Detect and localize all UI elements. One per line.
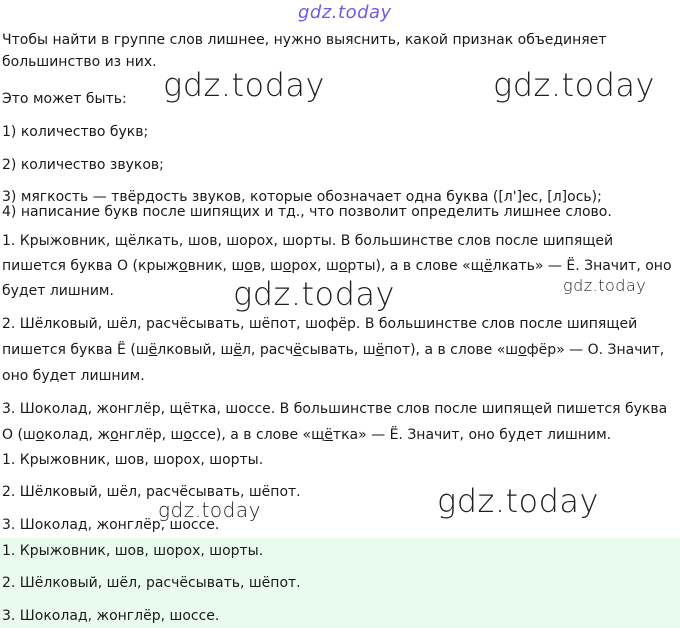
underlined-vowel: о bbox=[282, 258, 292, 274]
text: л, расч bbox=[241, 342, 294, 358]
underlined-vowel: о bbox=[179, 258, 188, 274]
underlined-vowel: ё bbox=[293, 342, 302, 358]
watermark-top: gdz.today bbox=[298, 2, 392, 23]
text: рох, ш bbox=[291, 258, 339, 274]
underlined-vowel: о bbox=[518, 342, 527, 358]
clipped-line-text: 4) написание букв после шипящих и тд., что позволит определить лишнее слово. bbox=[2, 204, 612, 220]
answer-line-2: 2. Шёлковый, шёл, расчёсывать, шёпот. bbox=[2, 575, 301, 591]
answer-line-3: 3. Шоколад, жонглёр, шоссе. bbox=[2, 608, 220, 624]
text: О (ш bbox=[2, 427, 36, 443]
underlined-vowel: ё bbox=[375, 342, 385, 358]
underlined-vowel: о bbox=[338, 258, 348, 274]
text: пишется буква О (крыж bbox=[2, 258, 179, 274]
text: сывать, ш bbox=[301, 342, 376, 358]
result-line-2: 2. Шёлковый, шёл, расчёсывать, шёпот. bbox=[2, 484, 301, 500]
underlined-vowel: ё bbox=[483, 258, 493, 274]
watermark: gdz.today bbox=[233, 275, 395, 313]
result-line-1: 1. Крыжовник, шов, шорох, шорты. bbox=[2, 452, 264, 468]
underlined-vowel: ё bbox=[233, 342, 242, 358]
underlined-vowel: о bbox=[244, 258, 253, 274]
intro-item-1: 1) количество букв; bbox=[2, 124, 149, 140]
analysis-p1-line-3: будет лишним. bbox=[2, 283, 114, 299]
text: лкать» — Ё. Значит, оно bbox=[492, 258, 672, 274]
analysis-p2-line-1: 2. Шёлковый, шёл, расчёсывать, шёпот, шофёр. В большинстве слов после шипящей bbox=[2, 316, 638, 332]
text: вник, ш bbox=[187, 258, 245, 274]
intro-item-3: 3) мягкость — твёрдость звуков, которые обозначает одна буква ([л']ес, [л]ось); bbox=[2, 189, 602, 205]
text: нглёр, ш bbox=[118, 427, 184, 443]
text: пот), а в слове «ш bbox=[384, 342, 519, 358]
analysis-p3-line-1: 3. Шоколад, жонглёр, щётка, шоссе. В большинстве слов после шипящей пишется буква bbox=[2, 401, 668, 417]
analysis-p3-line-2 bbox=[2, 426, 611, 445]
underlined-vowel: о bbox=[35, 427, 45, 443]
result-line-3: 3. Шоколад, жонглёр, шоссе. bbox=[2, 517, 220, 533]
intro-line-3: Это может быть: bbox=[2, 91, 127, 107]
analysis-p2-line-2 bbox=[2, 341, 664, 360]
intro-line-2: большинство из них. bbox=[2, 54, 157, 70]
analysis-p1-line-1: 1. Крыжовник, щёлкать, шов, шорох, шорты. В большинстве слов после шипящей bbox=[2, 233, 614, 249]
text: фёр» — О. Значит, bbox=[526, 342, 665, 358]
watermark: gdz.today bbox=[163, 66, 325, 104]
intro-line-1: Чтобы найти в группе слов лишнее, нужно выяснить, какой признак объединяет bbox=[2, 32, 607, 48]
analysis-p2-line-3: оно будет лишним. bbox=[2, 368, 145, 384]
text: в, ш bbox=[252, 258, 283, 274]
underlined-vowel: о bbox=[183, 427, 192, 443]
underlined-vowel: о bbox=[110, 427, 119, 443]
underlined-vowel: ё bbox=[324, 427, 333, 443]
text: ссе), а в слове «щ bbox=[191, 427, 325, 443]
text: пишется буква Ё (ш bbox=[2, 342, 149, 358]
watermark: gdz.today bbox=[158, 498, 261, 522]
watermark: gdz.today bbox=[563, 276, 647, 295]
answer-line-1: 1. Крыжовник, шов, шорох, шорты. bbox=[2, 543, 264, 559]
intro-item-2: 2) количество звуков; bbox=[2, 157, 164, 173]
underlined-vowel: ё bbox=[148, 342, 158, 358]
text: лковый, ш bbox=[157, 342, 234, 358]
text: колад, ж bbox=[44, 427, 111, 443]
watermark: gdz.today bbox=[437, 482, 599, 520]
text: рты), а в слове «щ bbox=[347, 258, 484, 274]
clipped-line bbox=[0, 204, 680, 222]
analysis-p1-line-2 bbox=[2, 257, 672, 276]
text: тка» — Ё. Значит, оно будет лишним. bbox=[332, 427, 612, 443]
watermark: gdz.today bbox=[493, 66, 655, 104]
